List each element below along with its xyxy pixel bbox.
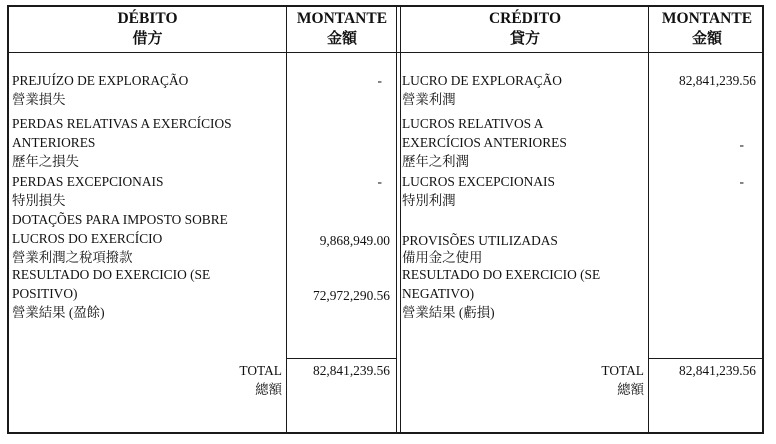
credit-item-label: EXERCÍCIOS ANTERIORES	[402, 135, 567, 150]
credit-item-label: LUCROS RELATIVOS A	[402, 116, 544, 131]
credit-header	[402, 9, 648, 49]
debit-item-label: DOTAÇÕES PARA IMPOSTO SOBRE	[12, 212, 228, 227]
total-rule	[286, 358, 396, 359]
debit-item-label-cn: 營業利潤之稅項撥款	[12, 250, 133, 265]
column-divider	[396, 5, 397, 434]
amount-header	[288, 9, 396, 49]
credit-item-label-cn: 特別利潤	[402, 193, 456, 208]
credit-item-label-cn: 營業利潤	[402, 92, 456, 107]
credit-item-label-cn: 營業結果 (虧損)	[402, 305, 495, 320]
amount-header-label: MONTANTE	[296, 10, 388, 27]
debit-item-label: PREJUÍZO DE EXPLORAÇÃO	[12, 73, 189, 88]
debit-item-label: LUCROS DO EXERCÍCIO	[12, 231, 163, 246]
credit-item-label: LUCRO DE EXPLORAÇÃO	[402, 73, 562, 88]
amount2-header-label-cn: 金額	[691, 31, 722, 47]
credit-item-label: NEGATIVO)	[402, 286, 475, 301]
credit-item-amount: -	[739, 137, 744, 152]
amount-header-label-cn: 金額	[326, 31, 357, 47]
credit-item-amount: -	[739, 174, 744, 189]
debit-item-label: PERDAS RELATIVAS A EXERCÍCIOS	[12, 116, 232, 131]
debit-item-label: ANTERIORES	[12, 135, 96, 150]
column-divider	[648, 5, 649, 434]
total-label: TOTAL	[239, 363, 282, 378]
credit-total-amount: 82,841,239.56	[679, 363, 756, 378]
debit-item-amount: 72,972,290.56	[313, 288, 390, 303]
credit-item-label-cn: 歷年之利潤	[402, 154, 469, 169]
credit-item-label: RESULTADO DO EXERCICIO (SE	[402, 267, 601, 282]
debit-item-label-cn: 特別損失	[12, 193, 66, 208]
column-divider	[286, 5, 287, 434]
total-label-cn: 總額	[255, 382, 282, 397]
debit-item-label-cn: 營業損失	[12, 92, 66, 107]
debit-item-amount: 9,868,949.00	[319, 233, 390, 248]
column-divider	[400, 5, 401, 434]
amount2-header-label: MONTANTE	[661, 10, 753, 27]
credit-item-amount: 82,841,239.56	[679, 73, 756, 88]
debit-item-label: POSITIVO)	[12, 286, 78, 301]
total-label-cn: 總額	[617, 382, 644, 397]
debit-header-label: DÉBITO	[117, 10, 178, 27]
credit-item-label: LUCROS EXCEPCIONAIS	[402, 174, 555, 189]
total-rule	[648, 358, 764, 359]
credit-header-label-cn: 貸方	[509, 31, 540, 47]
debit-header-label-cn: 借方	[132, 31, 163, 47]
credit-header-label: CRÉDITO	[488, 10, 562, 27]
debit-item-label: PERDAS EXCEPCIONAIS	[12, 174, 164, 189]
total-label: TOTAL	[601, 363, 644, 378]
debit-item-label-cn: 歷年之損失	[12, 154, 79, 169]
debit-item-amount: -	[377, 73, 382, 88]
debit-total-amount: 82,841,239.56	[313, 363, 390, 378]
debit-header	[9, 9, 286, 49]
debit-item-amount: -	[377, 174, 382, 189]
amount2-header	[650, 9, 764, 49]
header-divider	[7, 52, 764, 53]
credit-total-label	[562, 361, 644, 399]
credit-item-label-cn: 備用金之使用	[402, 250, 483, 265]
credit-item-label: PROVISÕES UTILIZADAS	[402, 233, 558, 248]
debit-item-label-cn: 營業結果 (盈餘)	[12, 305, 105, 320]
debit-item-label: RESULTADO DO EXERCICIO (SE	[12, 267, 211, 282]
debit-total-label	[200, 361, 282, 399]
